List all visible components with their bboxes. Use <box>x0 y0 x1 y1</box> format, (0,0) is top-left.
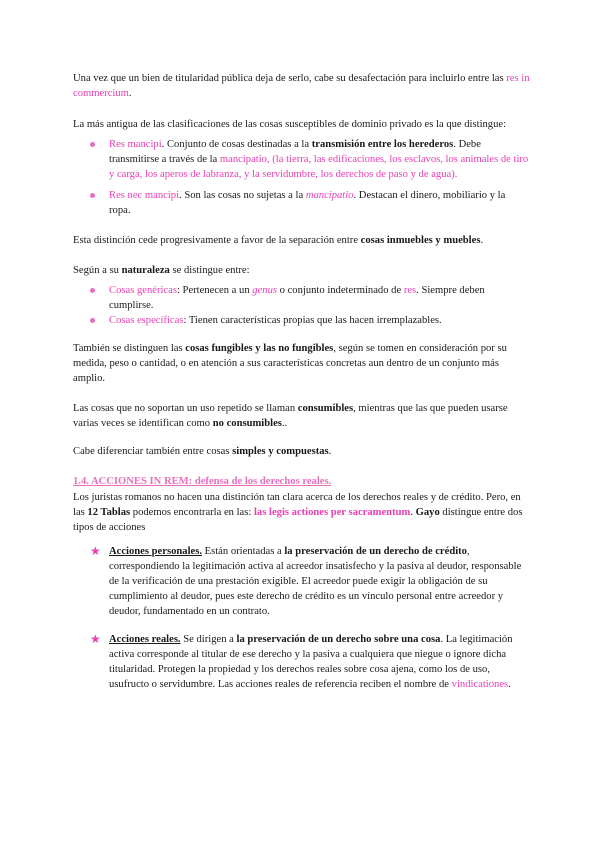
bullet-cosas-especificas: Cosas específicas: Tienen características propias que las hacen irremplazables. <box>109 315 442 326</box>
pink-star-icon: ★ <box>90 544 101 558</box>
bullet-cosas-genericas: Cosas genéricas: Pertenecen a un genus o conjunto indeterminado de res. Siempre deben cumplirse. <box>109 285 485 311</box>
star-acciones-personales: Acciones personales. Están orientadas a la preservación de un derecho de crédito, correspondiendo la legitimación activa al acreedor insatisfecho y la pasiva al deudor, responsable de la verificación de una prestación exigible. El acreedor puede exigir la obligación de su cumplimiento al deudor, pues este derecho de crédito es un vínculo personal entre acreedor y deudor, fundamentado en un contrato. <box>109 546 522 617</box>
section-heading: 1.4. ACCIONES IN REM: defensa de los derechos reales. <box>73 476 332 487</box>
pink-star-icon: ★ <box>90 632 101 646</box>
bullet-res-nec-mancipi: Res nec mancipi. Son las cosas no sujetas a la mancipatio. Destacan el dinero, mobiliario y la ropa. <box>109 190 506 216</box>
paragraph-fungibles: También se distinguen las cosas fungibles y las no fungibles, según se tomen en consideración por su medida, peso o cantidad, o en atención a sus características concretas aun dentro de un conjunto más amplio. <box>73 343 507 384</box>
paragraph-inmuebles-muebles: Esta distinción cede progresivamente a favor de la separación entre cosas inmuebles y muebles. <box>73 235 484 246</box>
pink-dot-icon <box>90 188 104 203</box>
paragraph-desafectacion: Una vez que un bien de titularidad pública deja de serlo, cabe su desafectación para incluirlo entre las res in commercium. <box>73 73 530 99</box>
paragraph-consumibles: Las cosas que no soportan un uso repetido se llaman consumibles, mientras que las que pueden usarse varias veces se identifican como no consumibles.. <box>73 403 508 429</box>
paragraph-clasificaciones: La más antigua de las clasificaciones de las cosas susceptibles de dominio privado es la que distingue: <box>73 119 507 130</box>
bullet-res-mancipi: Res mancipi. Conjunto de cosas destinadas a la transmisión entre los herederos. Debe transmitirse a través de la mancipatio, (la tierra, las edificaciones, los esclavos, los animales de tiro y carga, los aperos de labranza, y la servidumbre, los derechos de paso y de agua). <box>109 139 529 180</box>
paragraph-simples-compuestas: Cabe diferenciar también entre cosas simples y compuestas. <box>73 446 332 457</box>
term-res-in-commercium: res in commercium <box>73 73 530 99</box>
paragraph-naturaleza: Según a su naturaleza se distingue entre: <box>73 265 250 276</box>
paragraph-juristas: Los juristas romanos no hacen una distinción tan clara acerca de los derechos reales y de crédito. Pero, en las 12 Tablas podemos encontrarla en las: las legis actiones per sacramentum. Gayo distingue entre dos tipos de acciones <box>73 492 523 533</box>
pink-dot-icon <box>90 137 104 152</box>
pink-dot-icon <box>90 313 104 328</box>
pink-dot-icon <box>90 283 104 298</box>
star-acciones-reales: Acciones reales. Se dirigen a la preservación de un derecho sobre una cosa. La legitimación activa corresponde al titular de ese derecho y la pasiva a cualquiera que niegue o ignore dicha titularidad. Protegen la propiedad y los derechos reales sobre cosa ajena, como los de uso, usufructo o servidumbre. Las acciones reales de referencia reciben el nombre de vindicationes. <box>109 634 513 690</box>
